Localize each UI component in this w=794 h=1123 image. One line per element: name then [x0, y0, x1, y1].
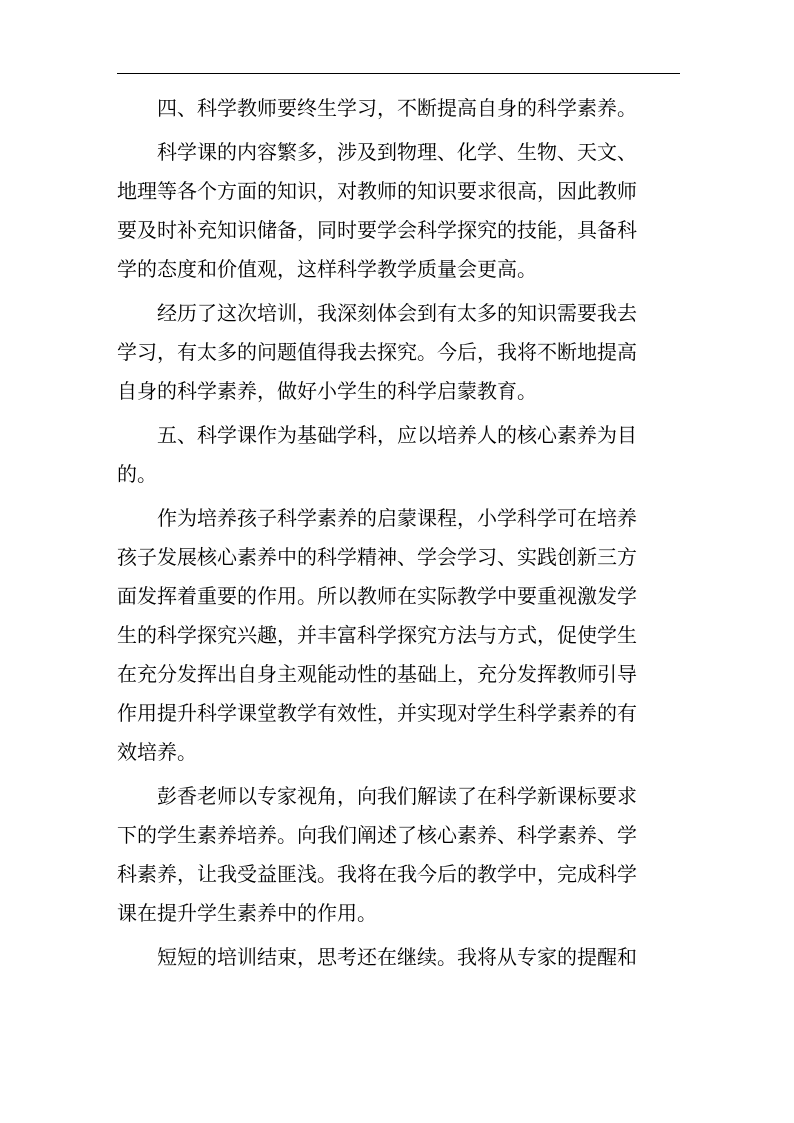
paragraph-line: 经历了这次培训，我深刻体会到有太多的知识需要我去: [157, 301, 637, 325]
paragraph-line: 科素养，让我受益匪浅。我将在我今后的教学中，完成科学: [117, 862, 637, 886]
paragraph-line: 的。: [117, 462, 157, 486]
paragraph-line: 效培养。: [117, 740, 197, 764]
paragraph-line: 孩子发展核心素养中的科学精神、学会学习、实践创新三方: [117, 545, 637, 569]
paragraph-line: 彭香老师以专家视角，向我们解读了在科学新课标要求: [157, 784, 637, 808]
paragraph: [117, 133, 680, 289]
paragraph-line: 地理等各个方面的知识，对教师的知识要求很高，因此教师: [117, 179, 637, 203]
document-body: [117, 89, 680, 977]
paragraph-section-five-heading: [117, 416, 680, 494]
paragraph-line: 下的学生素养培养。向我们阐述了核心素养、科学素养、学: [117, 823, 637, 847]
paragraph-line: 自身的科学素养，做好小学生的科学启蒙教育。: [117, 379, 537, 403]
paragraph-line: 科学课的内容繁多，涉及到物理、化学、生物、天文、: [157, 140, 637, 164]
paragraph-line: 作用提升科学课堂教学有效性，并实现对学生科学素养的有: [117, 701, 637, 725]
paragraph-line: 四、科学教师要终生学习，不断提高自身的科学素养。: [157, 96, 637, 120]
paragraph-section-four-heading: [117, 89, 680, 128]
header-rule: [117, 73, 680, 74]
paragraph-line: 课在提升学生素养中的作用。: [117, 901, 377, 925]
paragraph-line: 学的态度和价值观，这样科学教学质量会更高。: [117, 257, 537, 281]
paragraph-line: 在充分发挥出自身主观能动性的基础上，充分发挥教师引导: [117, 662, 637, 686]
paragraph-line: 要及时补充知识储备，同时要学会科学探究的技能，具备科: [117, 218, 637, 242]
paragraph-line: 作为培养孩子科学素养的启蒙课程，小学科学可在培养: [157, 506, 637, 530]
paragraph-line: 生的科学探究兴趣，并丰富科学探究方法与方式，促使学生: [117, 623, 637, 647]
paragraph: [117, 499, 680, 772]
paragraph: [117, 294, 680, 411]
paragraph-line: 短短的培训结束，思考还在继续。我将从专家的提醒和: [157, 945, 637, 969]
paragraph: [117, 777, 680, 933]
paragraph-line: 五、科学课作为基础学科，应以培养人的核心素养为目: [157, 423, 637, 447]
paragraph-line: 学习，有太多的问题值得我去探究。今后，我将不断地提高: [117, 340, 637, 364]
paragraph: [117, 938, 680, 977]
paragraph-line: 面发挥着重要的作用。所以教师在实际教学中要重视激发学: [117, 584, 637, 608]
